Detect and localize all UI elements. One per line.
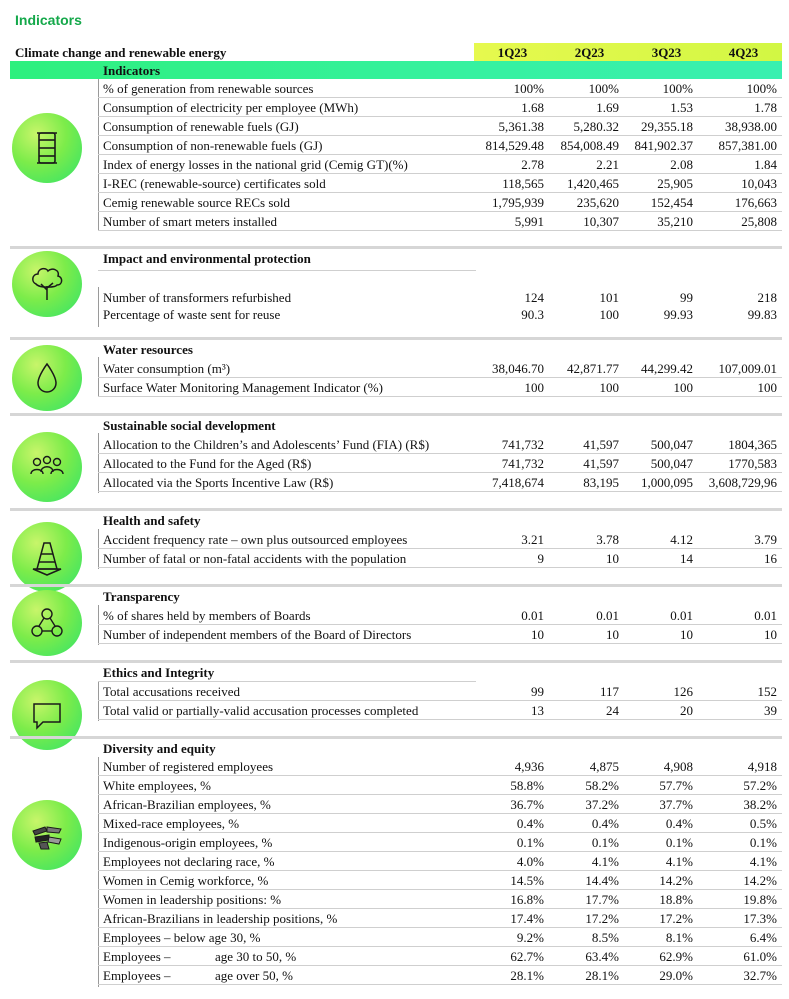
indicators-band-label: Indicators: [103, 63, 161, 78]
section-title-water: Water resources: [103, 342, 193, 357]
section-title-health: Health and safety: [103, 513, 201, 528]
tree-icon: [12, 251, 82, 317]
table-row: Consumption of non-renewable fuels (GJ) 814,529.48 854,008.49 841,902.37 857,381.00: [98, 136, 782, 155]
table-row: Mixed-race employees, % 0.4% 0.4% 0.4% 0.5%: [98, 814, 782, 833]
quarter-header-band: [474, 43, 782, 61]
table-row: Number of fatal or non-fatal accidents with the population 9 10 14 16: [98, 549, 782, 568]
section-divider: [10, 660, 782, 663]
table-row: Employees not declaring race, % 4.0% 4.1% 4.1% 4.1%: [98, 852, 782, 871]
table-row: Percentage of waste sent for reuse 90.3 100 99.93 99.83: [103, 307, 777, 322]
quarter-2q23: 2Q23: [574, 45, 605, 60]
table-row: Women in leadership positions: % 16.8% 17.7% 18.8% 19.8%: [98, 890, 782, 909]
people-group-icon: [12, 432, 82, 502]
table-row: Consumption of renewable fuels (GJ) 5,361.38 5,280.32 29,355.18 38,938.00: [98, 117, 782, 136]
header-category-label: Climate change and renewable energy: [15, 45, 227, 60]
table-row: Number of transformers refurbished 124 101 99 218: [103, 290, 777, 305]
section-divider: [10, 413, 782, 416]
section-divider: [10, 508, 782, 511]
table-row: Index of energy losses in the national grid (Cemig GT)(%) 2.78 2.21 2.08 1.84: [98, 155, 782, 174]
section-title-ethics: Ethics and Integrity: [103, 665, 215, 680]
table-row: Employees – below age 30, % 9.2% 8.5% 8.1% 6.4%: [98, 928, 782, 947]
table-row: % of shares held by members of Boards 0.01 0.01 0.01 0.01: [98, 606, 782, 625]
table-row: Allocated via the Sports Incentive Law (R$) 7,418,674 83,195 1,000,095 3,608,729,96: [98, 473, 782, 492]
table-row: African-Brazilian employees, % 36.7% 37.2% 37.7% 38.2%: [98, 795, 782, 814]
section-divider: [10, 337, 782, 340]
section-title-transparency: Transparency: [103, 589, 180, 604]
hands-diversity-icon: [12, 800, 82, 870]
table-row: Surface Water Monitoring Management Indicator (%) 100 100 100 100: [98, 378, 782, 397]
indicators-band: [10, 61, 782, 79]
table-row: African-Brazilians in leadership positions, % 17.4% 17.2% 17.2% 17.3%: [98, 909, 782, 928]
section-title-social: Sustainable social development: [103, 418, 276, 433]
table-row: Employees – age 30 to 50, % 62.7% 63.4% 62.9% 61.0%: [98, 947, 782, 966]
table-row: Employees – age over 50, % 28.1% 28.1% 29.0% 32.7%: [98, 966, 782, 985]
table-row: Women in Cemig workforce, % 14.5% 14.4% 14.2% 14.2%: [98, 871, 782, 890]
section-divider: [10, 584, 782, 587]
speech-bubble-icon: [12, 680, 82, 750]
table-row: Total accusations received 99 117 126 152: [98, 682, 782, 701]
water-drop-icon: [12, 345, 82, 411]
quarter-4q23: 4Q23: [728, 45, 759, 60]
table-row: Number of smart meters installed 5,991 10,307 35,210 25,808: [98, 212, 782, 231]
table-row: Water consumption (m³) 38,046.70 42,871.77 44,299.42 107,009.01: [98, 359, 782, 378]
table-row: White employees, % 58.8% 58.2% 57.7% 57.2%: [98, 776, 782, 795]
table-row: Total valid or partially-valid accusation processes completed 13 24 20 39: [98, 701, 782, 720]
section-divider: [10, 736, 782, 739]
table-row: Accident frequency rate – own plus outsourced employees 3.21 3.78 4.12 3.79: [98, 530, 782, 549]
section-title-diversity: Diversity and equity: [103, 741, 216, 756]
table-row: Number of independent members of the Board of Directors 10 10 10 10: [98, 625, 782, 644]
table-header: [10, 43, 782, 61]
quarter-3q23: 3Q23: [651, 45, 682, 60]
table-row: Number of registered employees 4,936 4,875 4,908 4,918: [98, 757, 782, 776]
table-row: Allocated to the Fund for the Aged (R$) 741,732 41,597 500,047 1770,583: [98, 454, 782, 473]
table-row: % of generation from renewable sources 100% 100% 100% 100%: [98, 79, 782, 98]
table-row: Allocation to the Children’s and Adolescents’ Fund (FIA) (R$) 741,732 41,597 500,047 1804,365: [98, 435, 782, 454]
table-row: Indigenous-origin employees, % 0.1% 0.1% 0.1% 0.1%: [98, 833, 782, 852]
section-divider: [10, 246, 782, 249]
fuel-barrel-icon: [12, 113, 82, 183]
traffic-cone-icon: [12, 522, 82, 592]
table-row: Cemig renewable source RECs sold 1,795,939 235,620 152,454 176,663: [98, 193, 782, 212]
quarter-1q23: 1Q23: [497, 45, 528, 60]
table-row: Consumption of electricity per employee (MWh) 1.68 1.69 1.53 1.78: [98, 98, 782, 117]
table-row: I-REC (renewable-source) certificates sold 118,565 1,420,465 25,905 10,043: [98, 174, 782, 193]
section-title-impact: Impact and environmental protection: [103, 251, 311, 266]
network-people-icon: [12, 590, 82, 656]
page-title: Indicators: [15, 12, 82, 28]
